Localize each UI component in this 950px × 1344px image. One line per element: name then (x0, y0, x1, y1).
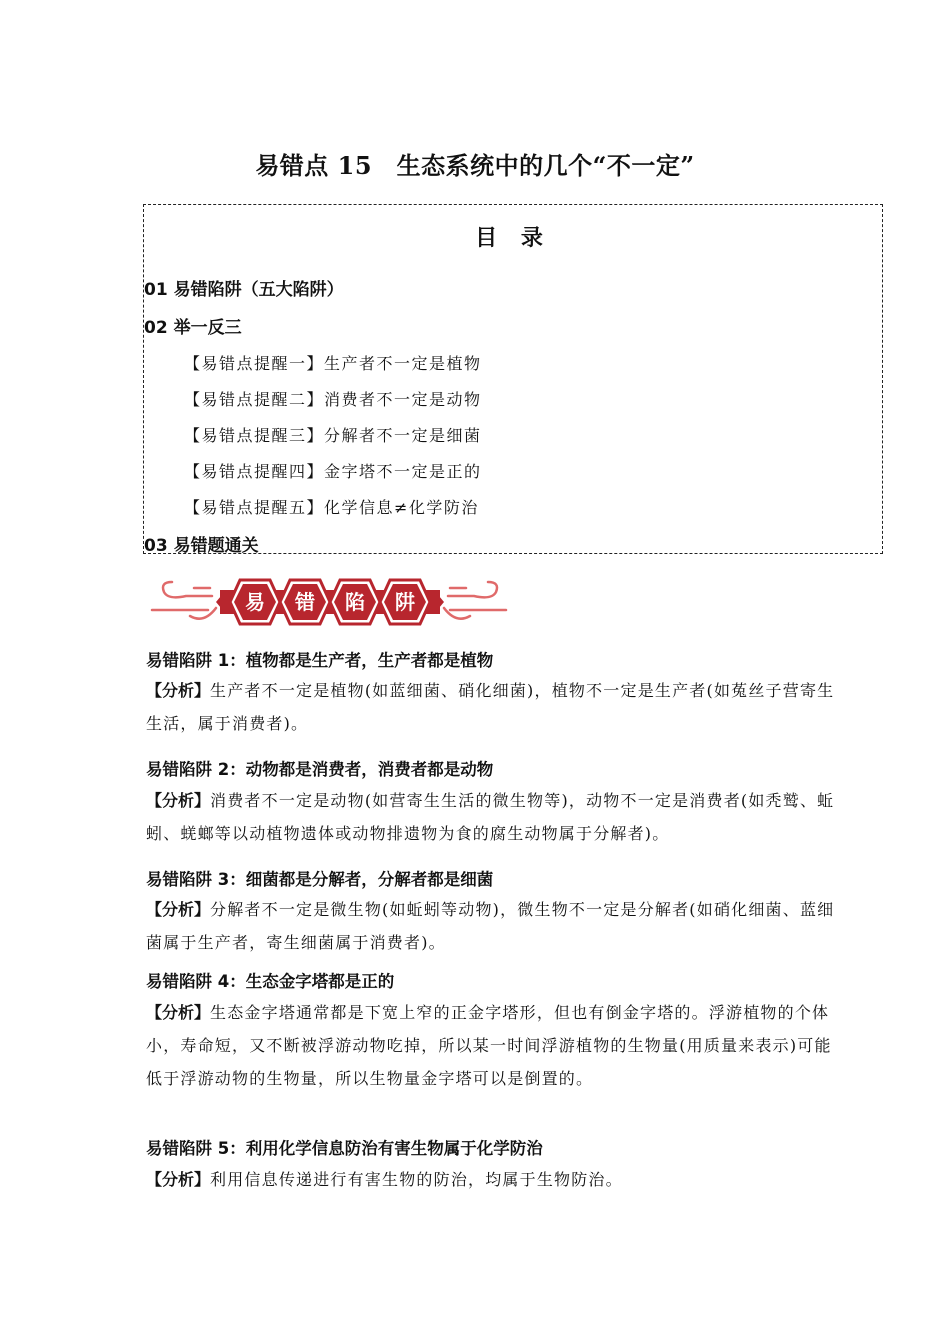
analysis-tag: 【分析】 (146, 791, 211, 810)
analysis-tag: 【分析】 (146, 1003, 211, 1022)
analysis-text: 利用信息传递进行有害生物的防治，均属于生物防治。 (210, 1170, 623, 1189)
banner-char-4: 阱 (395, 590, 415, 614)
analysis-tag: 【分析】 (146, 681, 211, 700)
trap-title-4: 易错陷阱 4：生态金字塔都是正的 (146, 972, 395, 991)
trap-analysis-2 (146, 784, 836, 850)
trap-analysis-3 (146, 893, 836, 959)
toc-item-2: 【易错点提醒二】消费者不一定是动物 (184, 390, 482, 409)
analysis-text: 消费者不一定是动物(如营寄生生活的微生物等)，动物不一定是消费者(如秃鹫、蚯蚓、蜣螂等以动植物遗体或动物排遗物为食的腐生动物属于分解者)。 (146, 791, 835, 843)
analysis-tag: 【分析】 (146, 900, 211, 919)
toc-item-5: 【易错点提醒五】化学信息≠化学防治 (184, 498, 479, 517)
banner-char-2: 错 (295, 590, 315, 614)
trap-analysis-5 (146, 1163, 836, 1196)
toc-section-exercises: 03 易错题通关 (144, 536, 259, 556)
trap-analysis-1 (146, 674, 836, 740)
page-title: 易错点 15 生态系统中的几个“不一定” (255, 151, 695, 180)
banner-char-1: 易 (245, 590, 265, 614)
banner-char-3: 陷 (345, 590, 365, 614)
section-banner (150, 570, 510, 634)
analysis-text: 生态金字塔通常都是下宽上窄的正金字塔形，但也有倒金字塔的。浮游植物的个体小，寿命短，又不断被浮游动物吃掉，所以某一时间浮游植物的生物量(用质量来表示)可能低于浮游动物的生物量，所以生物量金字塔可以是倒置的。 (146, 1003, 832, 1088)
trap-title-1: 易错陷阱 1：植物都是生产者，生产者都是植物 (146, 651, 494, 670)
trap-title-5: 易错陷阱 5：利用化学信息防治有害生物属于化学防治 (146, 1139, 543, 1158)
toc-item-3: 【易错点提醒三】分解者不一定是细菌 (184, 426, 482, 445)
analysis-text: 分解者不一定是微生物(如蚯蚓等动物)，微生物不一定是分解者(如硝化细菌、蓝细菌属于生产者，寄生细菌属于消费者)。 (146, 900, 835, 952)
toc-section-traps: 01 易错陷阱（五大陷阱） (144, 280, 344, 300)
toc-heading: 目 录 (475, 226, 551, 251)
toc-section-examples: 02 举一反三 (144, 318, 242, 338)
toc-item-4: 【易错点提醒四】金字塔不一定是正的 (184, 462, 482, 481)
table-of-contents (143, 204, 883, 554)
trap-analysis-4 (146, 996, 836, 1095)
trap-title-3: 易错陷阱 3：细菌都是分解者，分解者都是细菌 (146, 870, 494, 889)
analysis-text: 生产者不一定是植物(如蓝细菌、硝化细菌)，植物不一定是生产者(如菟丝子营寄生生活，属于消费者)。 (146, 681, 835, 733)
toc-item-1: 【易错点提醒一】生产者不一定是植物 (184, 354, 482, 373)
banner-left-ornament (152, 582, 216, 619)
banner-right-ornament (444, 582, 506, 619)
trap-title-2: 易错陷阱 2：动物都是消费者，消费者都是动物 (146, 760, 494, 779)
analysis-tag: 【分析】 (146, 1170, 211, 1189)
